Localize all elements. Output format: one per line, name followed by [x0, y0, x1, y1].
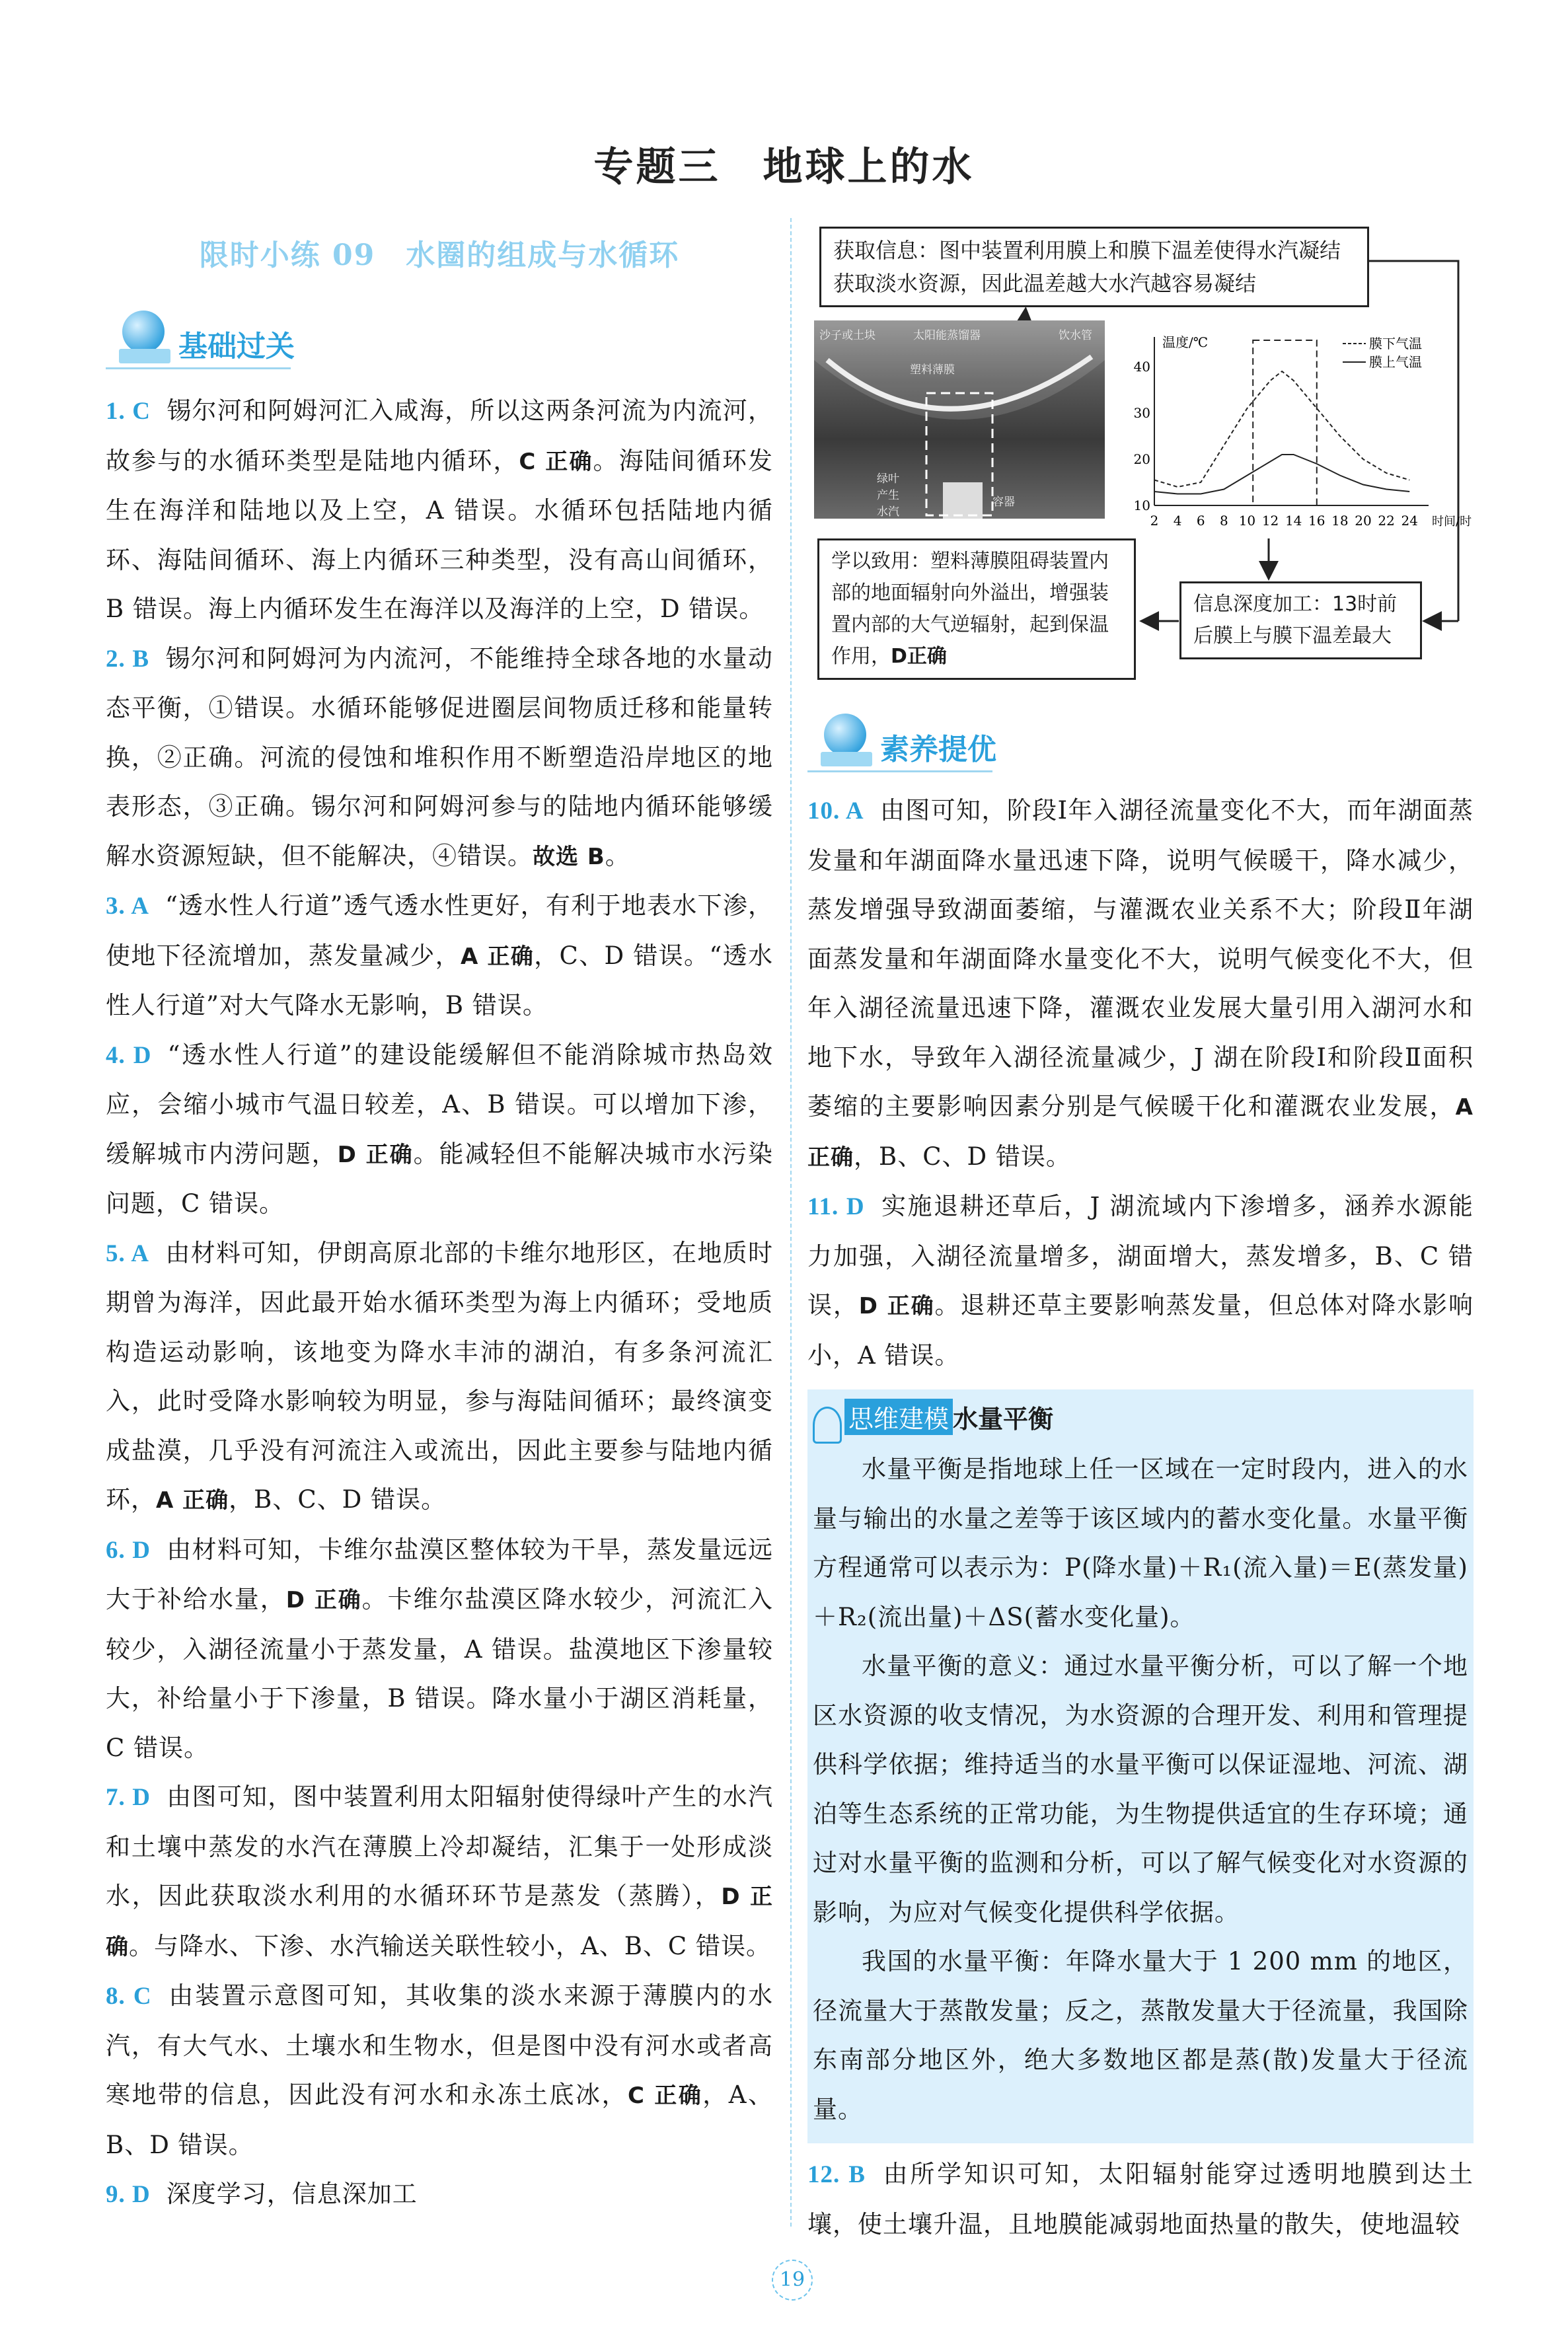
answer-text: ，A、B、D 错误。 [106, 2081, 773, 2159]
legend-label: 膜上气温 [1369, 354, 1422, 370]
section-advanced-header [807, 714, 1474, 773]
answer-item [106, 1526, 773, 1773]
answer-item [106, 2170, 773, 2220]
label-drinking-tube: 饮水管 [1059, 329, 1092, 342]
answer-item [106, 634, 773, 882]
thinking-model-box [807, 1389, 1474, 2143]
label-plastic-film: 塑料薄膜 [910, 363, 955, 377]
answer-text: 实施退耕还草后，J 湖流域内下渗增多，涵养水源能力加强，入湖径流量增多，湖面增大，蒸发增多，B、C 错误， [807, 1192, 1474, 1319]
answer-verdict: 故选 B [533, 843, 605, 870]
legend-label: 膜下气温 [1369, 336, 1422, 351]
lesson-title: 限时小练 09 水圈的组成与水循环 [199, 239, 680, 272]
answer-number: 1. C [106, 398, 151, 425]
answer-text: 由材料可知，伊朗高原北部的卡维尔地形区，在地质时期曾为海洋，因此最开始水循环类型为海上内循环；受地质构造运动影响，该地变为降水丰沛的湖泊，有多条河流汇入，此时受降水影响较为明显，参与海陆间循环；最终演变成盐漠，几乎没有河流注入或流出，因此主要参与陆地内循环， [106, 1238, 773, 1514]
answer-number: 7. D [106, 1784, 151, 1811]
apply-answer: D正确 [891, 645, 947, 668]
map-pin-book-icon [813, 1407, 842, 1444]
y-tick-label: 10 [1133, 498, 1150, 513]
x-tick-label: 20 [1355, 513, 1372, 529]
apply-text: 学以致用：塑料薄膜阻碍装置内部的地面辐射向外溢出，增强装置内部的大气逆辐射，起到保温作用， [831, 550, 1109, 668]
answer-verdict: D 正确 [285, 1587, 362, 1613]
answer-text: 。 [605, 841, 630, 870]
x-tick-label: 2 [1150, 513, 1159, 529]
x-tick-label: 8 [1219, 513, 1228, 529]
answer-verdict: A 正确 [807, 1094, 1474, 1171]
answer-text: ，B、C、D 错误。 [229, 1485, 447, 1514]
answer-number: 12. B [807, 2161, 866, 2188]
answer-text: 锡尔河和阿姆河为内流河，不能维持全球各地的水量动态平衡，①错误。水循环能够促进圈层间物质迁移和能量转换，②正确。河流的侵蚀和堆积作用不断塑造沿岸地区的地表形态，③正确。锡尔河和阿姆河参与的陆地内循环能够缓解水资源短缺，但不能解决，④错误。 [106, 644, 773, 870]
chapter-title: 专题三 地球上的水 [593, 144, 975, 190]
answer-text: 。能减轻但不能解决城市水污染问题，C 错误。 [106, 1139, 774, 1218]
answer-text: 由图可知，阶段Ⅰ年入湖径流量变化不大，而年湖面蒸发量和年湖面降水量迅速下降，说明气候暖干，降水减少，蒸发增强导致湖面萎缩，与灌溉农业关系不大；阶段Ⅱ年湖面蒸发量和年湖面降水量变化不大，说明气候变化不大，但年入湖径流量迅速下降，灌溉农业发展大量引用入湖河水和地下水，导致年入湖径流量减少，J 湖在阶段Ⅰ和阶段Ⅱ面积萎缩的主要影响因素分别是气候暖干化和灌溉农业发展， [807, 796, 1474, 1121]
solar-still-photo [814, 320, 1105, 519]
answer-text: ，C、D 错误。“透水性人行道”对大气降水无影响，B 错误。 [106, 941, 774, 1019]
book-icon [119, 349, 170, 363]
graduation-globe-icon [824, 714, 866, 756]
answer-verdict: D 正确 [106, 1884, 773, 1960]
answer-number: 2. B [106, 645, 150, 673]
answer-item [106, 387, 773, 634]
answer-text: 。海陆间循环发生在海洋和陆地以及上空，A 错误。水循环包括陆地内循环、海陆间循环、海上内循环三种类型，没有高山间循环，B 错误。海上内循环发生在海洋以及海洋的上空，D 错误。 [106, 446, 774, 623]
x-tick-label: 12 [1261, 513, 1279, 529]
y-tick-label: 30 [1133, 405, 1150, 421]
model-paragraph: 水量平衡的意义：通过水量平衡分析，可以了解一个地区水资源的收支情况，为水资源的合理开发、利用和管理提供科学依据；维持适当的水量平衡可以保证湿地、河流、湖泊等生态系统的正常功能，为生物提供适宜的生存环境；通过对水量平衡的监测和分析，可以了解气候变化对水资源的影响，为应对气候变化提供科学依据。 [813, 1652, 1468, 1927]
label-solar-still: 太阳能蒸馏器 [913, 329, 981, 342]
y-tick-label: 20 [1133, 451, 1150, 467]
answer-item [807, 1182, 1474, 1380]
model-body [807, 1445, 1474, 2134]
answer-text: 锡尔河和阿姆河汇入咸海，所以这两条河流为内流河，故参与的水循环类型是陆地内循环， [106, 396, 773, 475]
info-box-top: 获取信息：图中装置利用膜上和膜下温差使得水汽凝结获取淡水资源，因此温差越大水汽越容易凝结 [819, 227, 1369, 307]
book-icon [821, 752, 872, 766]
answer-item [807, 786, 1474, 1182]
answer-text: 深度学习，信息深加工 [166, 2180, 418, 2208]
section-basic-label: 基础过关 [178, 330, 295, 363]
answer-item [106, 881, 773, 1031]
model-paragraph: 我国的水量平衡：年降水量大于 1 200 mm 的地区，径流量大于蒸散发量；反之，蒸散发量大于径流量，我国除东南部分地区外，绝大多数地区都是蒸(散)发量大于径流量。 [813, 1947, 1468, 2123]
arrow-connectors [1123, 611, 1183, 631]
answer-item [807, 2150, 1474, 2249]
answer-text: “透水性人行道”的建设能缓解但不能消除城市热岛效应，会缩小城市气温日较差，A、B 错误。可以增加下渗，缓解城市内涝问题， [106, 1040, 773, 1168]
series-line-above-film [1154, 455, 1409, 494]
answer-text: ，B、C、D 错误。 [854, 1142, 1071, 1171]
page-number: 19 [772, 2260, 813, 2301]
answer-number: 9. D [106, 2181, 151, 2208]
section-advanced-label: 素养提优 [880, 733, 996, 766]
answer-text: “透水性人行道”透气透水性更好，有利于地表水下渗，使地下径流增加，蒸发量减少， [106, 891, 773, 970]
model-header [807, 1389, 1474, 1440]
header-underline [106, 367, 291, 369]
x-tick-label: 4 [1173, 513, 1182, 529]
answer-verdict: D 正确 [858, 1293, 935, 1319]
answer-list-left [106, 387, 773, 2220]
column-divider [790, 218, 792, 2227]
highlight-box [1253, 340, 1317, 505]
answer-text: 由材料可知，卡维尔盐漠区整体较为干旱，蒸发量远远大于补给水量， [106, 1535, 773, 1613]
arrow-left-in [1421, 611, 1474, 631]
section-basic-header [106, 311, 773, 370]
answer-number: 8. C [106, 1983, 152, 2010]
answer-item [106, 1031, 773, 1229]
answer-text: 由所学知识可知，太阳辐射能穿过透明地膜到达土壤，使土壤升温，且地膜能减弱地面热量的散失，使地温较 [807, 2160, 1474, 2238]
temperature-chart [1125, 330, 1475, 535]
x-tick-label: 10 [1238, 513, 1256, 529]
x-tick-label: 22 [1378, 513, 1395, 529]
model-paragraph: 水量平衡是指地球上任一区域在一定时段内，进入的水量与输出的水量之差等于该区域内的蓄水变化量。水量平衡方程通常可以表示为：P(降水量)＋R₁(流入量)＝E(蒸发量)＋R₂(流出量)＋ΔS(蓄水变化量)。 [813, 1455, 1468, 1631]
header-underline [807, 770, 992, 772]
answer-item [106, 1773, 773, 1972]
answer-number: 10. A [807, 797, 864, 825]
info-box-deep: 信息深度加工：13时前后膜上与膜下温差最大 [1179, 581, 1422, 659]
x-tick-label: 14 [1285, 513, 1302, 529]
x-tick-label: 6 [1196, 513, 1205, 529]
answer-verdict: D 正确 [337, 1141, 414, 1168]
answer-verdict: A 正确 [156, 1487, 229, 1514]
answer-verdict: A 正确 [460, 943, 535, 970]
answer-text: 由图可知，图中装置利用太阳辐射使得绿叶产生的水汽和土壤中蒸发的水汽在薄膜上冷却凝结，汇集于一处形成淡水，因此获取淡水利用的水循环环节是蒸发（蒸腾）， [106, 1783, 773, 1910]
left-column [106, 311, 773, 2220]
x-axis-label: 时间/时 [1432, 515, 1472, 529]
model-tag: 思维建模 [844, 1399, 953, 1435]
answer-text: 由装置示意图可知，其收集的淡水来源于薄膜内的水汽，有大气水、土壤水和生物水，但是图中没有河水或者高寒地带的信息，因此没有河水和永冻土底冰， [106, 1981, 773, 2109]
answer-list-right [807, 786, 1474, 1380]
y-tick-label: 40 [1133, 359, 1150, 375]
answer-number: 5. A [106, 1239, 150, 1267]
y-axis-label: 温度/℃ [1162, 334, 1209, 350]
globe-icon [122, 311, 165, 353]
answer-item-12 [807, 2150, 1474, 2249]
info-box-apply [817, 538, 1136, 680]
label-container: 容器 [992, 496, 1015, 509]
answer-number: 11. D [807, 1193, 865, 1220]
label-sand: 沙子或土块 [819, 329, 876, 342]
label-leaf-vapor: 绿叶产生水汽 [877, 472, 899, 519]
answer-text: 。退耕还草主要影响蒸发量，但总体对降水影响小，A 错误。 [807, 1291, 1474, 1370]
model-title: 水量平衡 [953, 1405, 1054, 1434]
answer-number: 6. D [106, 1536, 151, 1564]
answer-number: 3. A [106, 893, 149, 920]
answer-item [106, 1972, 773, 2170]
series-line-below-film [1154, 371, 1409, 487]
x-tick-label: 24 [1401, 513, 1418, 529]
arrow-down [1255, 538, 1282, 581]
answer-text: 。卡维尔盐漠区降水较少，河流汇入较少，入湖径流量小于蒸发量，A 错误。盐漠地区下渗量较大，补给量小于下渗量，B 错误。降水量小于湖区消耗量，C 错误。 [106, 1585, 774, 1762]
answer-verdict: C 正确 [519, 448, 593, 475]
answer-number: 4. D [106, 1041, 152, 1069]
answer-item [106, 1229, 773, 1526]
right-column [807, 714, 1474, 2249]
answer-text: 。与降水、下渗、水汽输送关联性较小，A、B、C 错误。 [129, 1931, 771, 1960]
answer-verdict: C 正确 [627, 2083, 703, 2109]
x-tick-label: 18 [1331, 513, 1349, 529]
x-tick-label: 16 [1308, 513, 1325, 529]
